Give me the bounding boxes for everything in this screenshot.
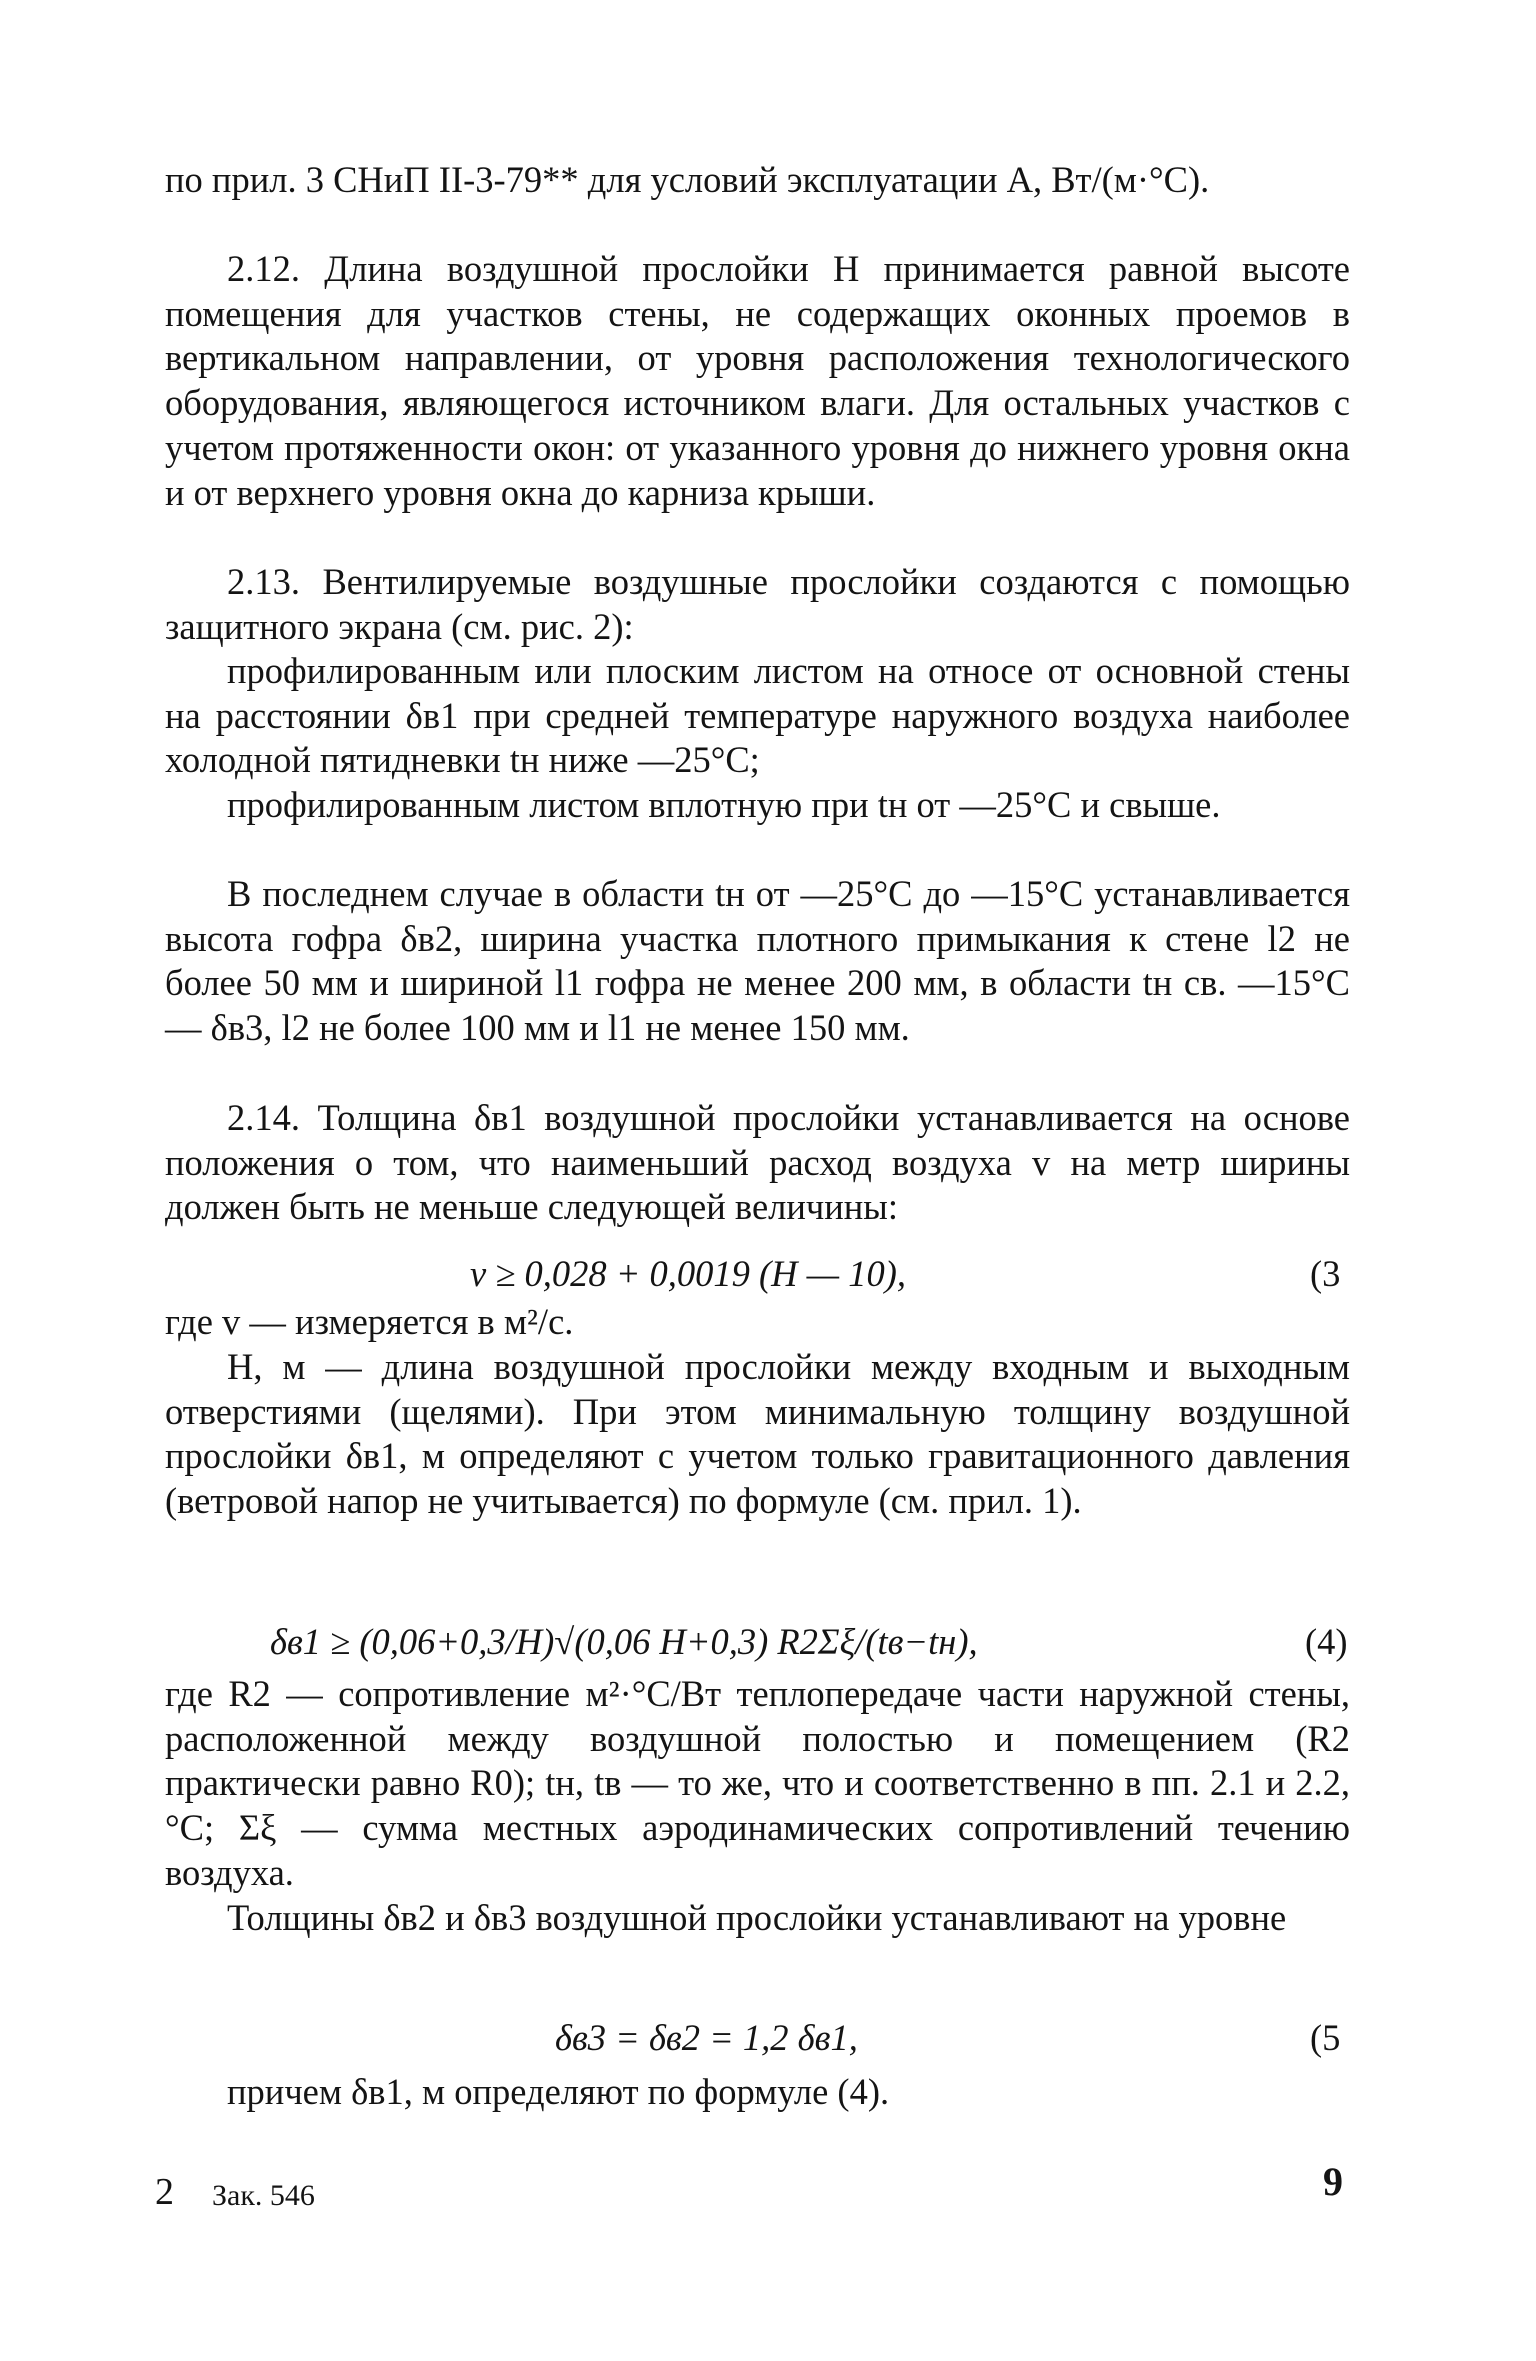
equation-3: v ≥ 0,028 + 0,0019 (Н — 10), [470,1253,906,1294]
page-number: 9 [1323,2159,1343,2204]
paragraph-continuation: по прил. 3 СНиП II-3-79** для условий эксплуатации А, Вт/(м·°С). [165,159,1210,200]
paragraph-last: причем δв1, м определяют по формуле (4). [227,2071,890,2112]
equation-5-number: (5 [1310,2017,1341,2058]
paragraph-h-definition: Н, м — длина воздушной прослойки между входным и выходным отверстиями (щелями). При этом минимальную толщину воздушной прослойки δв1, м определяют с учетом только гравитационного давления (ветровой напор не учитывается) по формуле (см. прил. 1). [165,1346,1350,1522]
paragraph-2-13-item-a: профилированным или плоским листом на относе от основной стены на расстоянии δв1 при средней температуре наружного воздуха наиболее холодной пятидневки tн ниже —25°С; [165,650,1350,781]
footer-order: Зак. 546 [212,2179,315,2212]
equation-3-number: (3 [1310,1253,1341,1294]
paragraph-2-12: 2.12. Длина воздушной прослойки Н принимается равной высоте помещения для участков стены, не содержащих оконных проемов в вертикальном направлении, от уровня расположения технологического оборудования, являющегося источником влаги. Для остальных участков с учетом протяженности окон: от указанного уровня до нижнего уровня окна и от верхнего уровня окна до карниза крыши. [165,248,1350,513]
equation-5: δв3 = δв2 = 1,2 δв1, [555,2017,858,2058]
footer-signature-number: 2 [155,2171,174,2213]
paragraph-2-13-note: В последнем случае в области tн от —25°С до —15°С устанавливается высота гофра δв2, ширина участка плотного примыкания к стене l2 не более 50 мм и шириной l1 гофра не менее 200 мм, в области tн св. —15°С — δв3, l2 не более 100 мм и l1 не менее 150 мм. [165,873,1350,1049]
paragraph-thickness: Толщины δв2 и δв3 воздушной прослойки устанавливают на уровне [227,1897,1287,1938]
equation-4-number: (4) [1305,1621,1348,1662]
equation-4: δв1 ≥ (0,06+0,3/Н)√(0,06 Н+0,3) R2Σξ/(tв−tн), [270,1621,978,1662]
paragraph-2-14: 2.14. Толщина δв1 воздушной прослойки устанавливается на основе положения о том, что наименьший расход воздуха v на метр ширины должен быть не меньше следующей величины: [165,1097,1350,1228]
paragraph-where-r2: где R2 — сопротивление м²·°С/Вт теплопередаче части наружной стены, расположенной между воздушной полостью и помещением (R2 практически равно R0); tн, tв — то же, что и соответственно в пп. 2.1 и 2.2, °С; Σξ — сумма местных аэродинамических сопротивлений течению воздуха. [165,1673,1350,1893]
paragraph-2-13-item-b: профилированным листом вплотную при tн от —25°С и свыше. [227,784,1221,825]
paragraph-where-v: где v — измеряется в м²/с. [165,1301,574,1342]
paragraph-2-13: 2.13. Вентилируемые воздушные прослойки создаются с помощью защитного экрана (см. рис. 2): [165,561,1350,647]
